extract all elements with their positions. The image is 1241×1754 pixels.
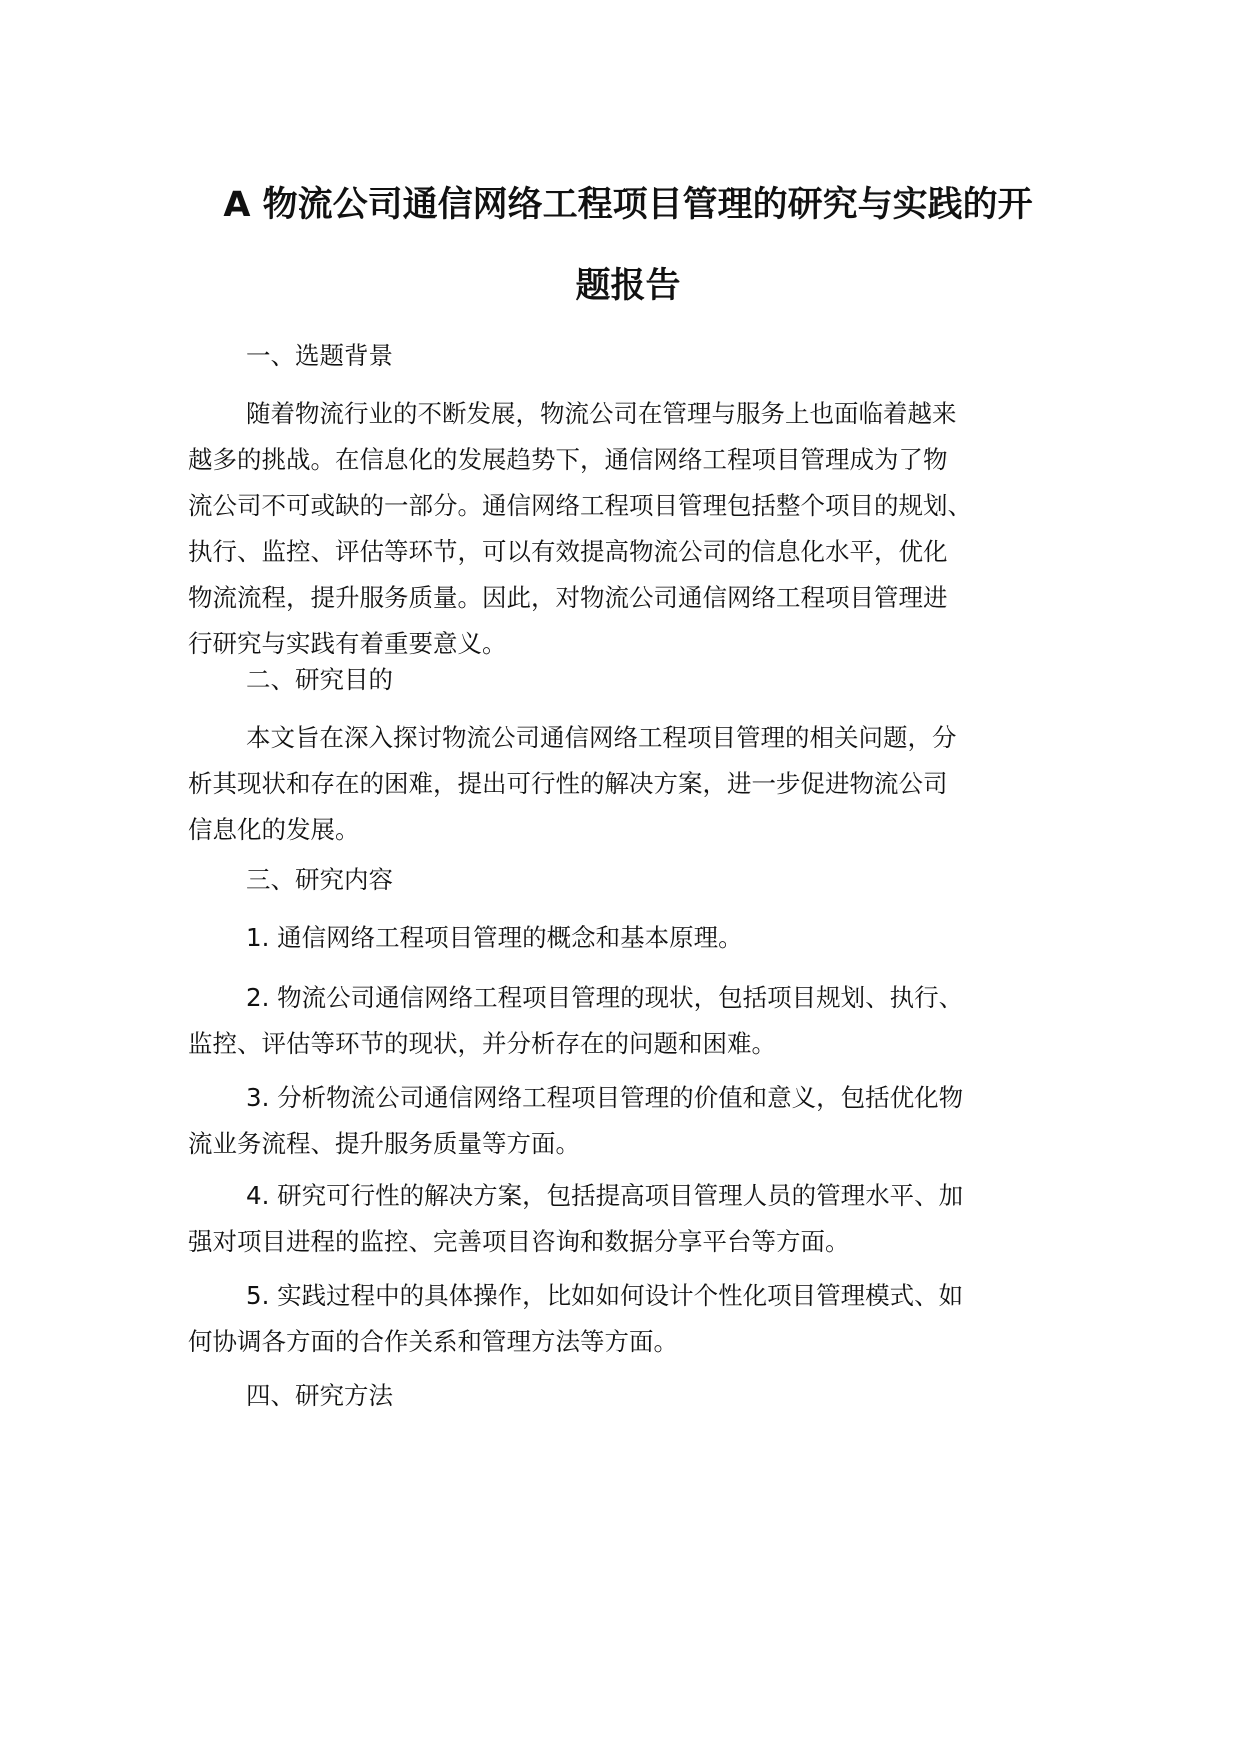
document-title-line-1: A 物流公司通信网络工程项目管理的研究与实践的开: [223, 185, 1033, 225]
paragraph-line: 随着物流行业的不断发展，物流公司在管理与服务上也面临着越来: [246, 399, 957, 428]
list-item-3: [188, 1075, 1068, 1167]
section-heading-content: [188, 857, 1068, 903]
paragraph-line: 信息化的发展。: [188, 815, 360, 844]
heading-text: 二、研究目的: [246, 665, 393, 694]
paragraph-line: 越多的挑战。在信息化的发展趋势下，通信网络工程项目管理成为了物: [188, 445, 948, 474]
document-title-line-2: 题报告: [575, 266, 681, 306]
heading-text: 一、选题背景: [246, 341, 393, 370]
list-item-line: 强对项目进程的监控、完善项目咨询和数据分享平台等方面。: [188, 1227, 850, 1256]
paragraph-line: 本文旨在深入探讨物流公司通信网络工程项目管理的相关问题，分: [246, 723, 957, 752]
paragraph-line: 执行、监控、评估等环节，可以有效提高物流公司的信息化水平，优化: [188, 537, 948, 566]
list-item-line: 何协调各方面的合作关系和管理方法等方面。: [188, 1327, 678, 1356]
list-item-1: [188, 915, 1068, 961]
section-heading-purpose: [188, 657, 1068, 703]
list-item-line: 监控、评估等环节的现状，并分析存在的问题和困难。: [188, 1029, 776, 1058]
paragraph-line: 析其现状和存在的困难，提出可行性的解决方案，进一步促进物流公司: [188, 769, 948, 798]
section-heading-method: [188, 1373, 1068, 1419]
list-item-line: 4. 研究可行性的解决方案，包括提高项目管理人员的管理水平、加: [246, 1181, 964, 1210]
paragraph-purpose: [188, 715, 1068, 853]
heading-text: 三、研究内容: [246, 865, 393, 894]
list-item-5: [188, 1273, 1068, 1365]
list-item-line: 5. 实践过程中的具体操作，比如如何设计个性化项目管理模式、如: [246, 1281, 964, 1310]
paragraph-line: 流公司不可或缺的一部分。通信网络工程项目管理包括整个项目的规划、: [188, 491, 972, 520]
list-item-2: [188, 975, 1068, 1067]
list-item-line: 3. 分析物流公司通信网络工程项目管理的价值和意义，包括优化物: [246, 1083, 964, 1112]
list-item-4: [188, 1173, 1068, 1265]
list-item-line: 2. 物流公司通信网络工程项目管理的现状，包括项目规划、执行、: [246, 983, 964, 1012]
paragraph-background: [188, 391, 1068, 667]
paragraph-line: 物流流程，提升服务质量。因此，对物流公司通信网络工程项目管理进: [188, 583, 948, 612]
list-item-line: 1. 通信网络工程项目管理的概念和基本原理。: [246, 923, 743, 952]
section-heading-background: [188, 333, 1068, 379]
heading-text: 四、研究方法: [246, 1381, 393, 1410]
list-item-line: 流业务流程、提升服务质量等方面。: [188, 1129, 580, 1158]
paragraph-line: 行研究与实践有着重要意义。: [188, 629, 507, 658]
